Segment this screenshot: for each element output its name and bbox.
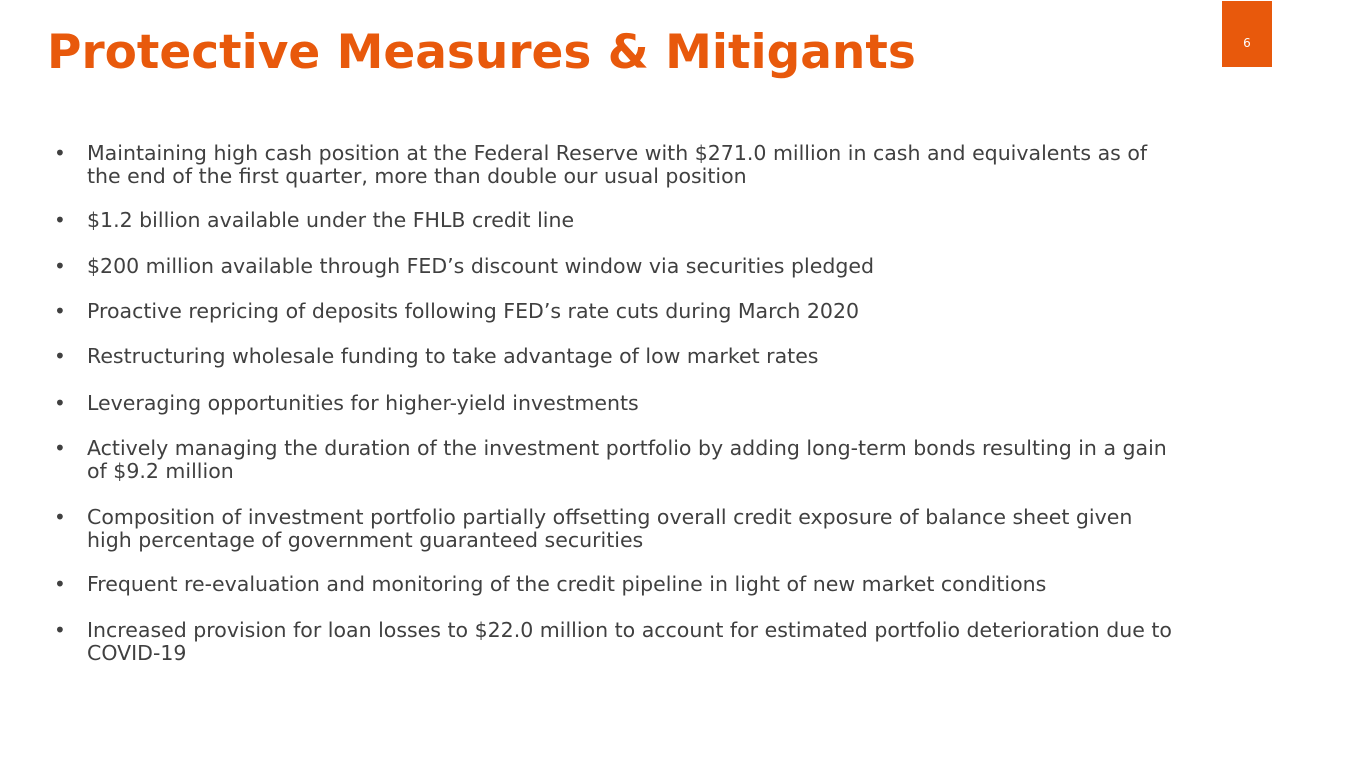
bullet-marker: • (54, 141, 66, 165)
bullet-item (54, 437, 1314, 483)
bullet-marker: • (54, 344, 66, 368)
bullet-text: Actively managing the duration of the investment portfolio by adding long-term bonds resulting in a gain of $9.2 million (87, 436, 1167, 483)
page-number-badge (1222, 1, 1272, 67)
bullet-text: Maintaining high cash position at the Federal Reserve with $271.0 million in cash and equivalents as of the end of the first quarter, more than double our usual position (87, 141, 1148, 188)
bullet-text: Leveraging opportunities for higher-yield investments (87, 391, 639, 415)
bullet-text: Frequent re-evaluation and monitoring of the credit pipeline in light of new market conditions (87, 572, 1047, 596)
bullet-item (54, 573, 1314, 596)
bullet-marker: • (54, 254, 66, 278)
bullet-marker: • (54, 572, 66, 596)
bullet-marker: • (54, 436, 66, 460)
bullet-marker: • (54, 618, 66, 642)
bullet-marker: • (54, 208, 66, 232)
bullet-item (54, 300, 1314, 323)
bullet-item (54, 345, 1314, 368)
bullet-text: Increased provision for loan losses to $22.0 million to account for estimated portfolio deterioration due to COVID-19 (87, 618, 1172, 665)
slide-title: Protective Measures & Mitigants (47, 25, 916, 80)
bullet-text: $1.2 billion available under the FHLB credit line (87, 208, 575, 232)
bullet-item (54, 506, 1314, 552)
bullet-text: Composition of investment portfolio partially offsetting overall credit exposure of balance sheet given high percentage of government guaranteed securities (87, 505, 1133, 552)
bullet-text: $200 million available through FED’s discount window via securities pledged (87, 254, 874, 278)
bullet-marker: • (54, 391, 66, 415)
bullet-marker: • (54, 505, 66, 529)
bullet-item (54, 142, 1314, 188)
page-number: 6 (1243, 36, 1251, 50)
bullet-marker: • (54, 299, 66, 323)
bullet-item (54, 619, 1314, 665)
bullet-text: Restructuring wholesale funding to take advantage of low market rates (87, 344, 819, 368)
bullet-item (54, 209, 1314, 232)
bullet-text: Proactive repricing of deposits following FED’s rate cuts during March 2020 (87, 299, 860, 323)
bullet-item (54, 255, 1314, 278)
bullet-item (54, 392, 1314, 415)
